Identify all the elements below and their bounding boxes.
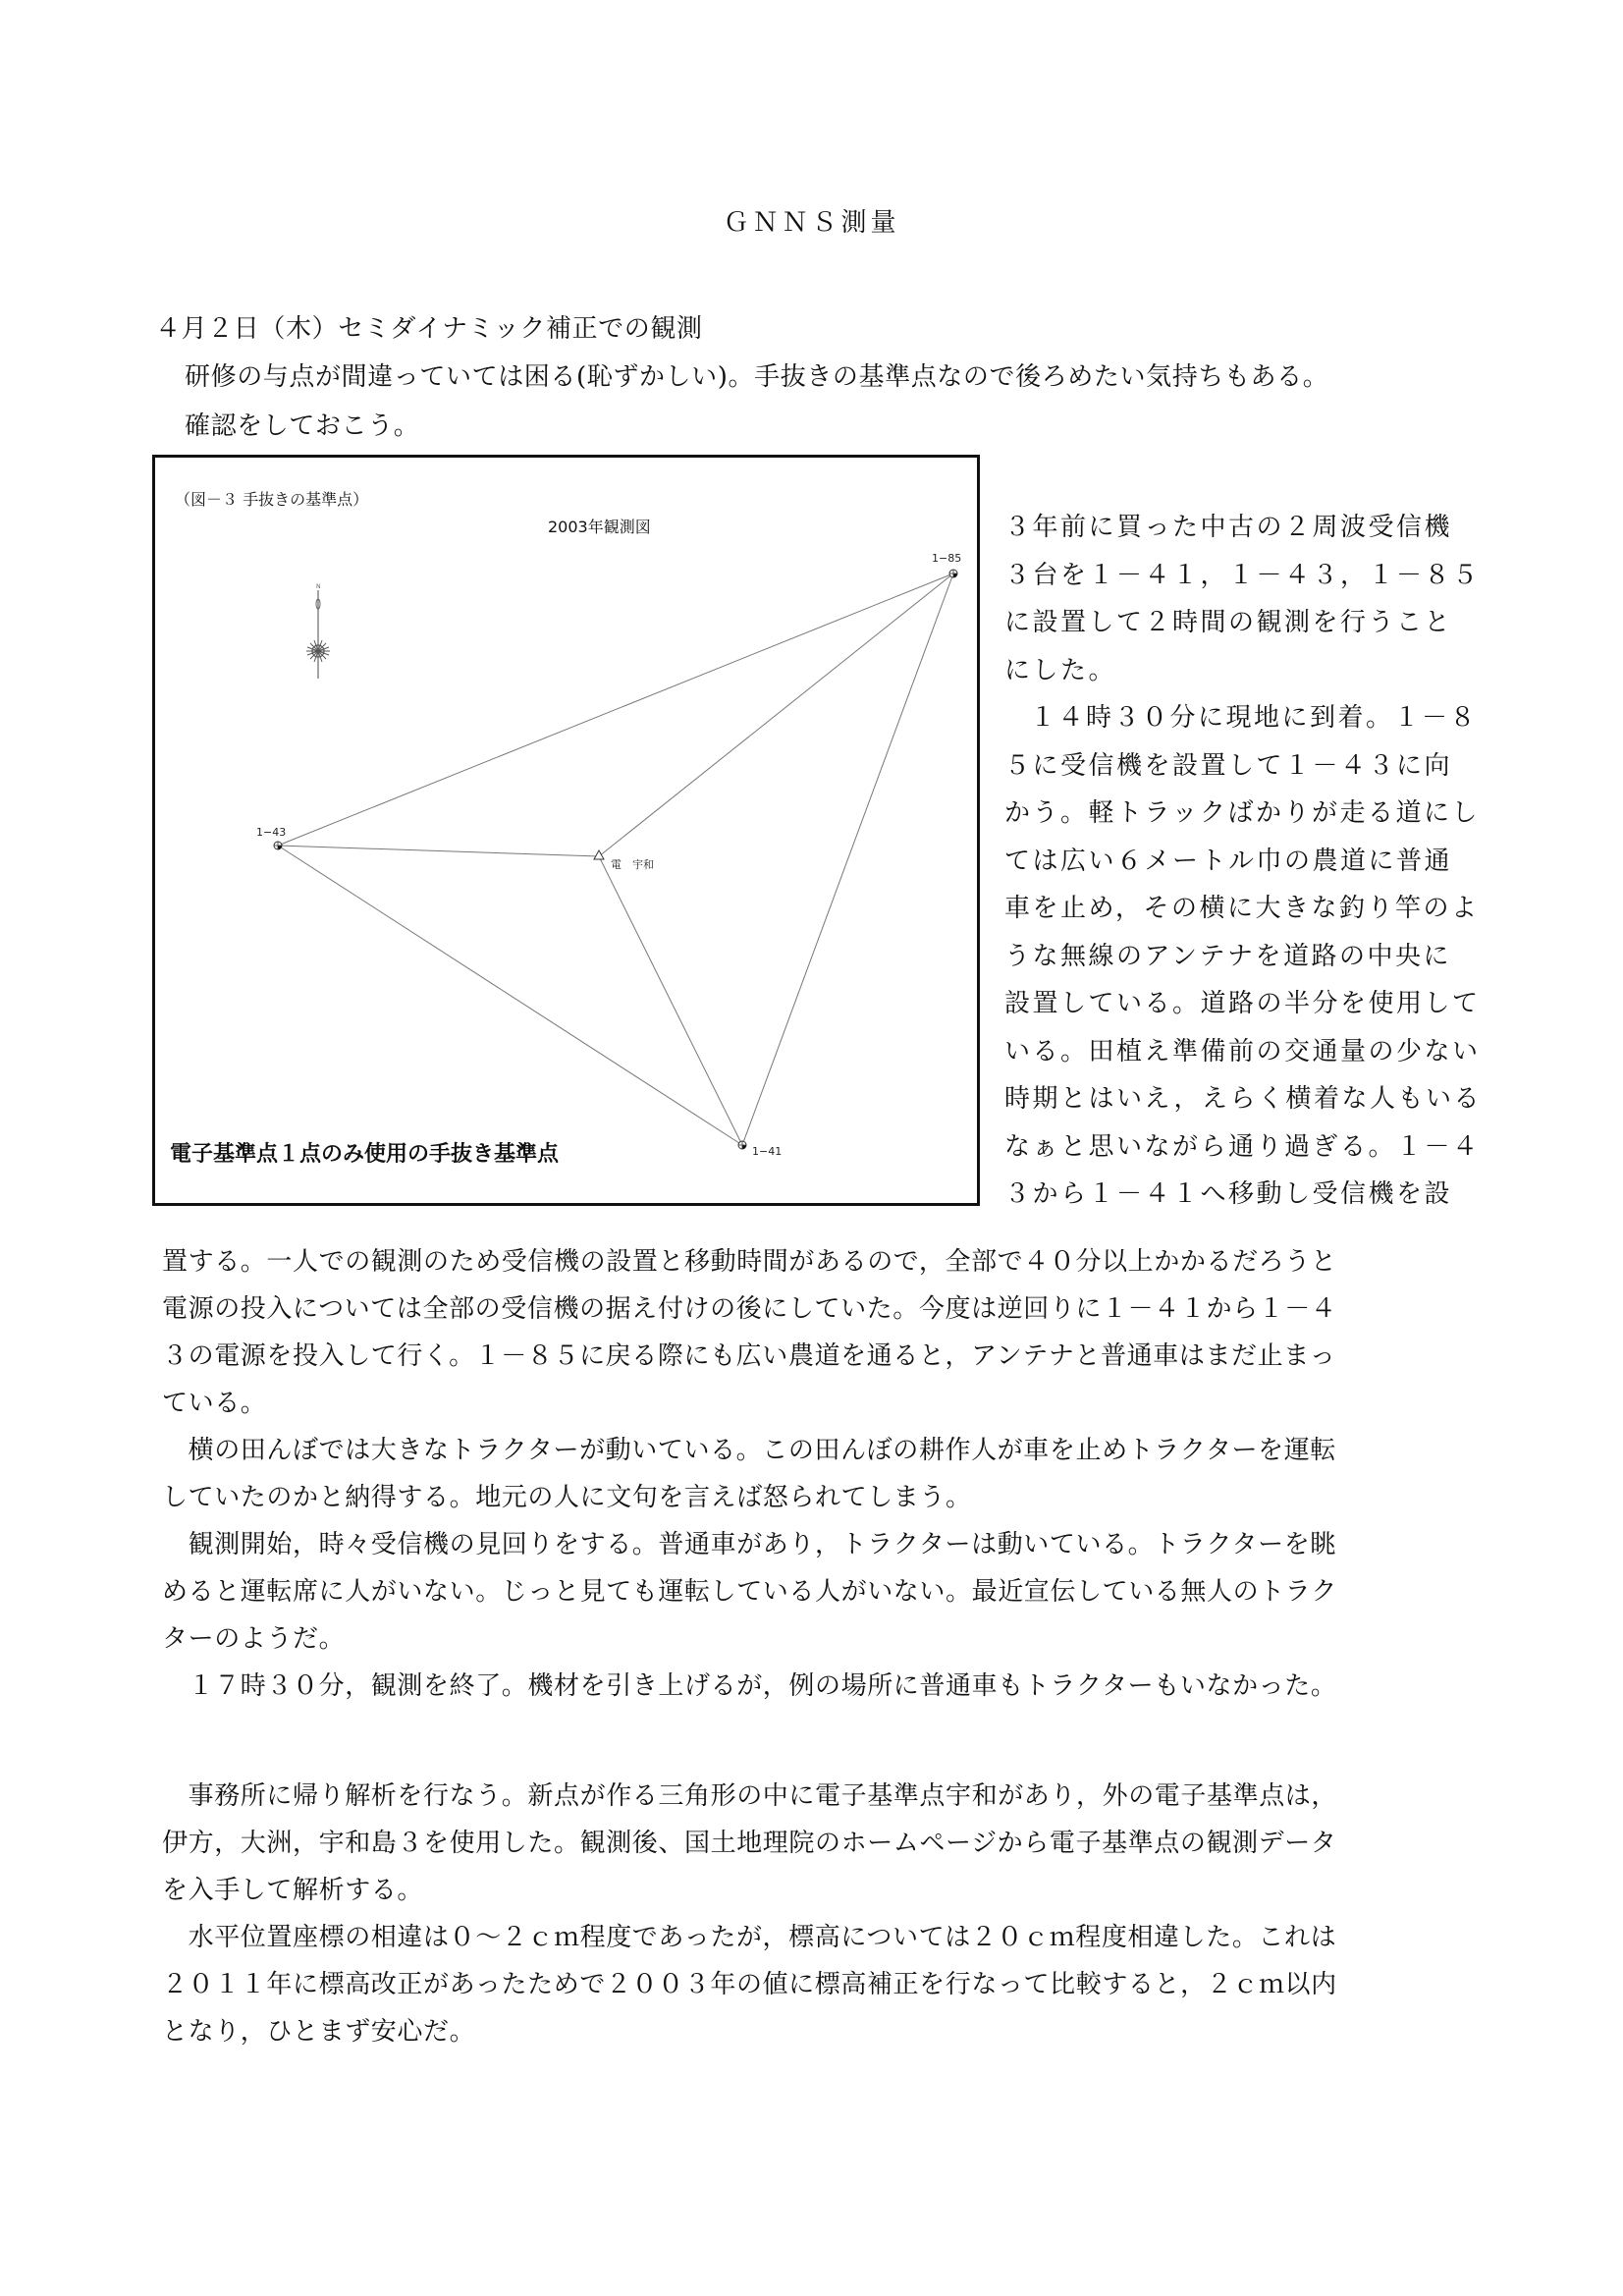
- benchmark-quadrant: [953, 574, 957, 577]
- side-column-line: ３台を１－４１，１－４３，１－８５: [1004, 560, 1481, 590]
- baseline-1-85-uwa: [599, 574, 953, 856]
- baseline-1-85-1-43: [278, 574, 953, 846]
- analysis-line: となり，ひとまず安心だ。: [162, 2017, 476, 2047]
- side-column-line: ５に受信機を設置して１－４３に向: [1004, 750, 1453, 781]
- point-1-43: [256, 826, 286, 849]
- baseline-1-43-uwa: [278, 846, 599, 856]
- benchmark-quadrant: [278, 846, 282, 849]
- analysis-line: ２０１１年に標高改正があったためで２００３年の値に標高補正を行なって比較すると，２ｃｍ以内: [162, 1970, 1337, 1999]
- figure-title: 2003年観測図: [548, 518, 651, 536]
- body-line: １７時３０分，観測を終了。機材を引き上げるが，例の場所に普通車もトラクターもいなかった。: [162, 1671, 1337, 1701]
- point-label: 電 宇和: [611, 858, 654, 871]
- figure-network-diagram: [152, 455, 980, 1206]
- point-label: 1−85: [932, 552, 962, 565]
- body-line: 横の田んぼでは大きなトラクターが動いている。この田んぼの耕作人が車を止めトラクターを運転: [162, 1436, 1336, 1465]
- svg-text:N: N: [316, 583, 321, 590]
- north-arrow-compass-icon: [306, 583, 330, 679]
- analysis-line: 伊方，大洲，宇和島３を使用した。観測後、国土地理院のホームページから電子基準点の観測データ: [162, 1829, 1337, 1858]
- analysis-line: 事務所に帰り解析を行なう。新点が作る三角形の中に電子基準点宇和があり，外の電子基準点は，: [162, 1781, 1338, 1811]
- side-column-line: 時期とはいえ，えらく横着な人もいる: [1004, 1084, 1483, 1114]
- triangle-station-icon: [594, 850, 604, 859]
- analysis-line: を入手して解析する。: [162, 1876, 424, 1905]
- point-label: 1−41: [752, 1145, 783, 1158]
- point-1-85: [932, 552, 961, 577]
- section-heading: ４月２日（木）セミダイナミック補正での観測: [155, 314, 703, 344]
- figure-caption: （図－３ 手抜きの基準点）: [175, 490, 369, 509]
- benchmark-quadrant: [742, 1145, 746, 1149]
- body-line: ３の電源を投入して行く。１－８５に戻る際にも広い農道を通ると，アンテナと普通車はまだ止まっ: [162, 1341, 1336, 1371]
- analysis-line: 水平位置座標の相違は０～２ｃｍ程度であったが，標高については２０ｃｍ程度相違した。これは: [162, 1923, 1337, 1952]
- body-line: ている。: [162, 1389, 267, 1418]
- document-title: ＧＮＮＳ測量: [723, 208, 900, 238]
- baseline-uwa-1-41: [599, 856, 742, 1145]
- side-column-line: にした。: [1004, 655, 1117, 685]
- side-column-line: ては広い６メートル巾の農道に普通: [1004, 846, 1453, 876]
- side-column-line: うな無線のアンテナを道路の中央に: [1004, 941, 1451, 971]
- body-line: ターのようだ。: [162, 1624, 346, 1654]
- baseline-1-85-1-41: [742, 574, 953, 1145]
- point-1-41: [738, 1141, 782, 1158]
- body-line: していたのかと納得する。地元の人に文句を言えば怒られてしまう。: [162, 1483, 972, 1512]
- body-line: めると運転席に人がいない。じっと見ても運転している人がいない。最近宣伝している無人のトラク: [162, 1577, 1338, 1607]
- network-diagram: [155, 458, 977, 1203]
- point-label: 1−43: [256, 826, 287, 839]
- baseline-1-43-1-41: [278, 846, 742, 1145]
- body-line: 置する。一人での観測のため受信機の設置と移動時間があるので，全部で４０分以上かかるだろうと: [162, 1247, 1337, 1277]
- side-column-line: ３から１－４１へ移動し受信機を設: [1004, 1179, 1453, 1209]
- side-column-line: ３年前に買った中古の２周波受信機: [1004, 513, 1453, 542]
- side-column-line: かう。軽トラックばかりが走る道にし: [1004, 798, 1480, 828]
- body-line: 電源の投入については全部の受信機の据え付けの後にしていた。今度は逆回りに１－４１から１－４: [162, 1294, 1337, 1324]
- intro-line: 確認をしておこう。: [185, 411, 420, 441]
- side-column-line: いる。田植え準備前の交通量の少ない: [1004, 1036, 1481, 1066]
- intro-line: 研修の与点が間違っていては困る(恥ずかしい)。手抜きの基準点なので後ろめたい気持ちもある。: [185, 362, 1329, 392]
- side-column-line: なぁと思いながら通り過ぎる。１－４: [1004, 1131, 1481, 1162]
- side-column-line: 設置している。道路の半分を使用して: [1004, 989, 1481, 1018]
- side-column-line: に設置して２時間の観測を行うこと: [1004, 608, 1453, 637]
- body-line: 観測開始，時々受信機の見回りをする。普通車があり，トラクターは動いている。トラクターを眺: [162, 1530, 1336, 1559]
- figure-note: 電子基準点１点のみ使用の手抜き基準点: [170, 1142, 560, 1167]
- side-column-line: １４時３０分に現地に到着。１－８: [1030, 703, 1479, 733]
- side-column-line: 車を止め，その横に大きな釣り竿のよ: [1004, 894, 1480, 923]
